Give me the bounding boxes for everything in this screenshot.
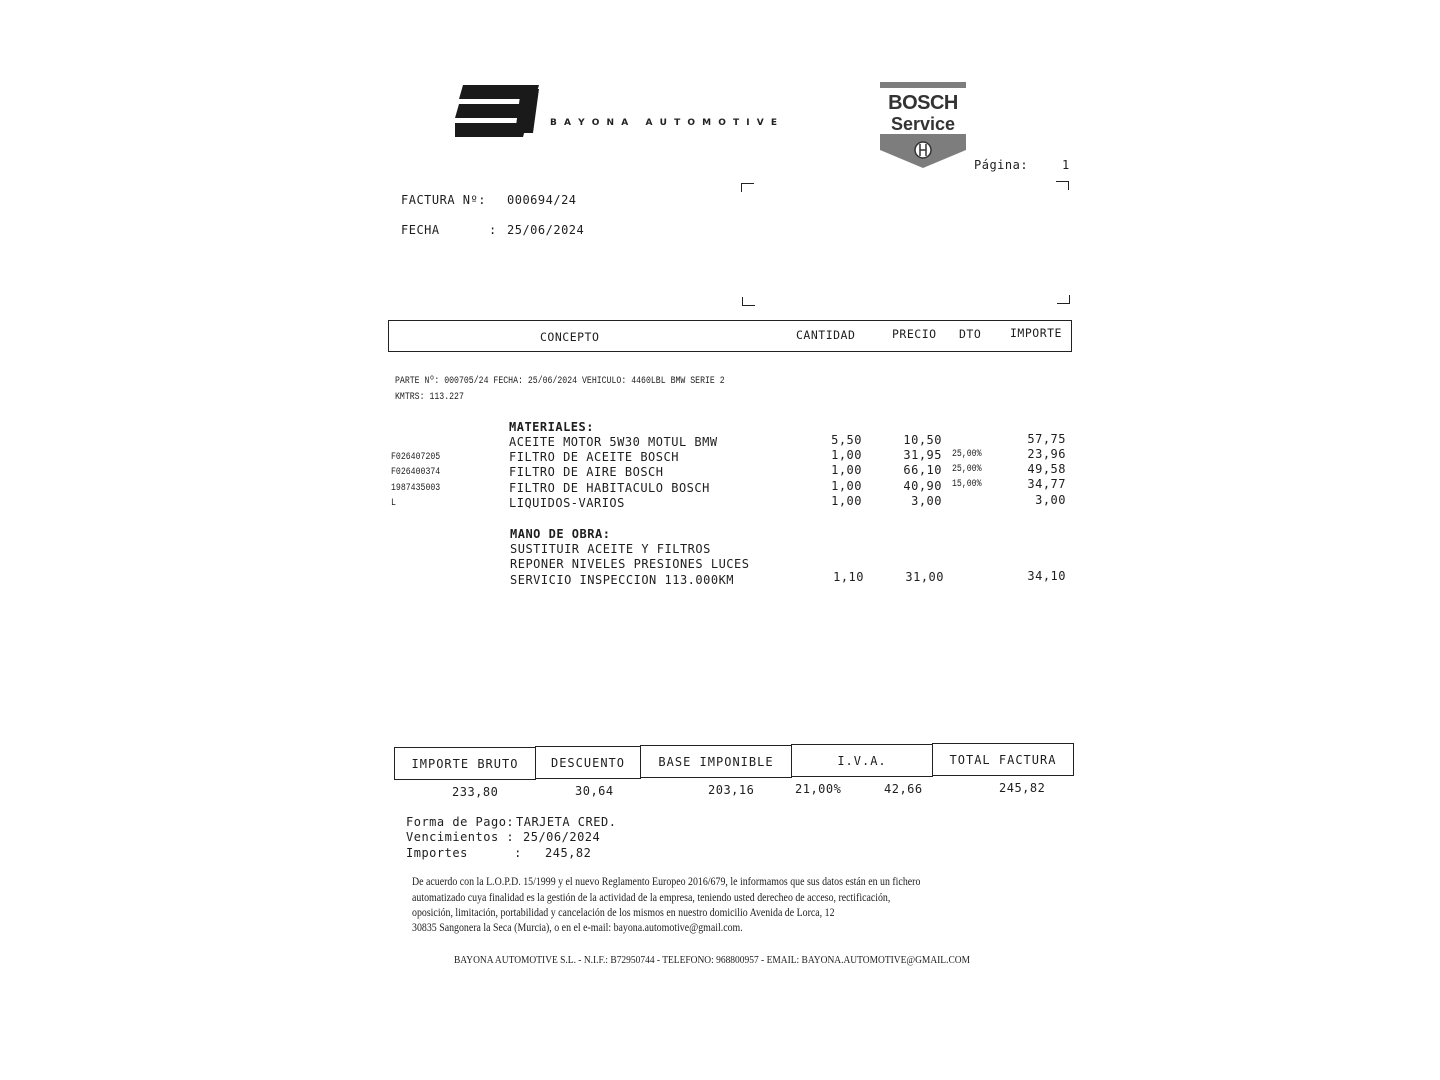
mano-obra-line1: SUSTITUIR ACEITE Y FILTROS — [510, 542, 711, 556]
company-footer: BAYONA AUTOMOTIVE S.L. - N.I.F.: B72950744 - TELEFONO: 968800957 - EMAIL: BAYONA.AUTOMOTIVE@GMAIL.COM — [454, 954, 970, 966]
col-concepto: CONCEPTO — [540, 330, 600, 344]
material-price: 40,90 — [903, 479, 942, 493]
legal-line4: 30835 Sangonera la Seca (Murcia), o en el e-mail: bayona.automotive@gmail.com. — [412, 922, 743, 934]
material-dto: 25,00% — [952, 449, 982, 460]
col-cantidad: CANTIDAD — [796, 328, 856, 342]
due-date: 25/06/2024 — [523, 830, 601, 844]
badge-line1: BOSCH — [888, 92, 958, 114]
total-iva-amount: 42,66 — [884, 782, 923, 796]
material-qty: 1,00 — [831, 448, 862, 462]
address-corner-tr — [1056, 181, 1069, 190]
mano-obra-amount: 34,10 — [1027, 569, 1066, 583]
material-dto: 25,00% — [952, 464, 982, 475]
invoice-number-label: FACTURA Nº: — [401, 193, 486, 207]
material-qty: 5,50 — [831, 433, 862, 447]
material-ref: F026407205 — [391, 452, 441, 463]
parte-line1: PARTE Nº: 000705/24 FECHA: 25/06/2024 VEHICULO: 4460LBL BMW SERIE 2 — [395, 376, 725, 387]
due-date-label: Vencimientos : — [406, 830, 515, 844]
col-dto: DTO — [959, 327, 982, 341]
total-factura: 245,82 — [999, 781, 1046, 795]
totals-header-total: TOTAL FACTURA — [932, 743, 1074, 776]
total-descuento: 30,64 — [575, 784, 614, 798]
mano-obra-line3: SERVICIO INSPECCION 113.000KM — [510, 573, 735, 587]
invoice-number: 000694/24 — [507, 193, 577, 207]
material-amount: 34,77 — [1027, 477, 1066, 491]
mano-obra-line2: REPONER NIVELES PRESIONES LUCES — [510, 557, 750, 571]
total-iva-percent: 21,00% — [795, 782, 842, 796]
material-qty: 1,00 — [831, 479, 862, 493]
material-ref: 1987435003 — [391, 483, 441, 494]
address-corner-br — [1057, 295, 1070, 304]
material-concept: FILTRO DE HABITACULO BOSCH — [509, 481, 710, 495]
page-label: Página: — [974, 158, 1029, 172]
address-corner-tl — [741, 183, 754, 192]
material-amount: 3,00 — [1035, 493, 1066, 507]
material-amount: 49,58 — [1027, 462, 1066, 476]
payment-method: TARJETA CRED. — [516, 815, 617, 829]
totals-header-base: BASE IMPONIBLE — [640, 745, 792, 778]
legal-line1: De acuerdo con la L.O.P.D. 15/1999 y el nuevo Reglamento Europeo 2016/679, le informamos que sus datos están en un fichero — [412, 876, 921, 888]
invoice-date-label: FECHA — [401, 223, 440, 237]
total-bruto: 233,80 — [452, 785, 499, 799]
material-qty: 1,00 — [831, 494, 862, 508]
material-concept: FILTRO DE AIRE BOSCH — [509, 465, 664, 479]
material-qty: 1,00 — [831, 463, 862, 477]
material-price: 66,10 — [903, 463, 942, 477]
badge-line2: Service — [890, 114, 956, 134]
material-dto: 15,00% — [952, 479, 982, 490]
materiales-heading: MATERIALES: — [509, 420, 594, 434]
parte-line2: KMTRS: 113.227 — [395, 392, 464, 403]
bosch-armature-icon — [880, 134, 966, 168]
company-logo-mark — [455, 85, 539, 137]
material-ref: F026400374 — [391, 467, 441, 478]
company-logo-text: B A Y O N A A U T O M O T I V E — [550, 118, 780, 128]
address-corner-bl — [742, 297, 755, 306]
mano-obra-qty: 1,10 — [833, 570, 864, 584]
material-concept: LIQUIDOS-VARIOS — [509, 496, 625, 510]
material-price: 3,00 — [911, 494, 942, 508]
material-price: 10,50 — [903, 433, 942, 447]
invoice-date-separator: : — [489, 223, 497, 237]
bosch-service-badge — [880, 82, 966, 168]
mano-obra-heading: MANO DE OBRA: — [510, 527, 611, 541]
amounts-label: Importes : — [406, 846, 522, 860]
total-base: 203,16 — [708, 783, 755, 797]
col-precio: PRECIO — [892, 327, 937, 341]
material-amount: 23,96 — [1027, 447, 1066, 461]
material-ref: L — [391, 498, 396, 509]
totals-header-iva: I.V.A. — [791, 744, 933, 777]
material-concept: ACEITE MOTOR 5W30 MOTUL BMW — [509, 435, 718, 449]
invoice-date: 25/06/2024 — [507, 223, 585, 237]
totals-header-bruto: IMPORTE BRUTO — [394, 747, 536, 780]
legal-line2: automatizado cuya finalidad es la gestión de la actividad de la empresa, teniendo usted derecheo de acceso, rectificación, — [412, 892, 891, 904]
legal-line3: oposición, limitación, portabilidad y cancelación de los mismos en nuestro domicilio Avenida de Lorca, 12 — [412, 907, 835, 919]
material-amount: 57,75 — [1027, 432, 1066, 446]
mano-obra-price: 31,00 — [905, 570, 944, 584]
payment-method-label: Forma de Pago: — [406, 815, 515, 829]
page-number: 1 — [1062, 158, 1070, 172]
material-price: 31,95 — [903, 448, 942, 462]
material-concept: FILTRO DE ACEITE BOSCH — [509, 450, 679, 464]
totals-header-descuento: DESCUENTO — [535, 746, 641, 779]
col-importe: IMPORTE — [1010, 326, 1062, 340]
amounts-value: 245,82 — [545, 846, 592, 860]
